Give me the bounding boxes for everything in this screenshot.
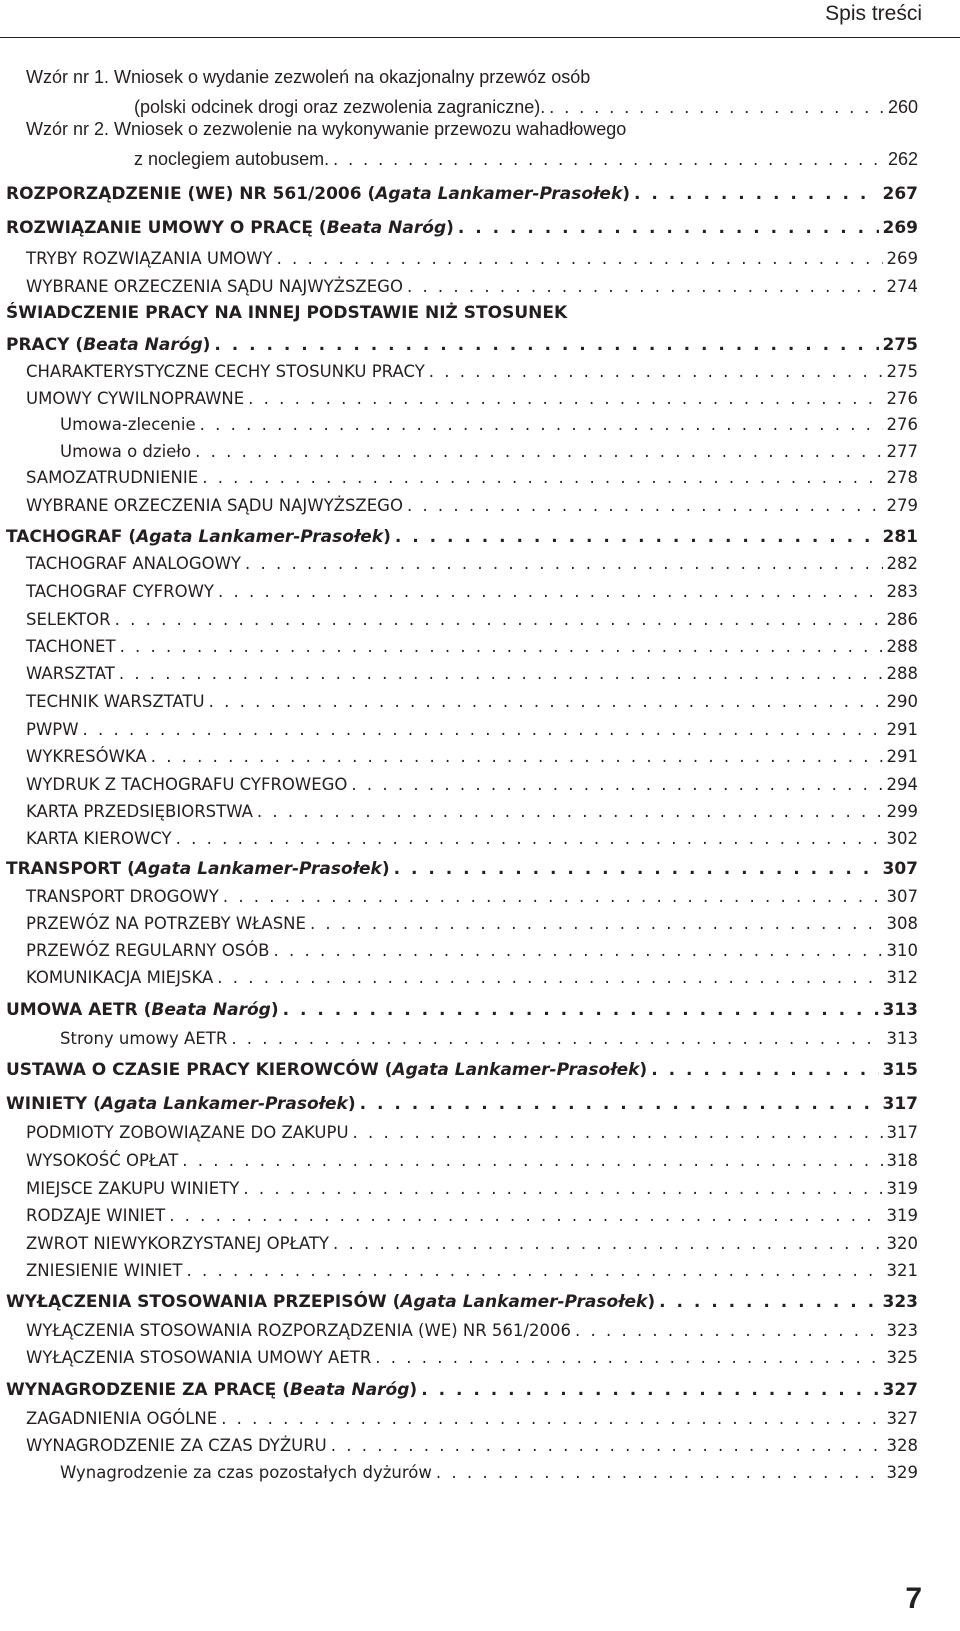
toc-entry[interactable] — [0, 384, 960, 412]
toc-entry[interactable] — [0, 882, 960, 910]
toc-dot-leader — [458, 218, 879, 238]
toc-author: Agata Lankamer-Prasołek — [392, 1060, 640, 1080]
toc-entry[interactable] — [0, 1229, 960, 1257]
toc-paren: ( — [313, 218, 327, 238]
toc-paren: ) — [647, 1292, 656, 1312]
toc-entry-page: 323 — [886, 1320, 918, 1340]
toc-entry-title — [26, 1206, 165, 1225]
toc-entry[interactable] — [0, 963, 960, 991]
toc-paren: ( — [122, 527, 137, 547]
toc-dot-leader — [169, 1206, 882, 1225]
toc-entry-title — [26, 1409, 217, 1428]
toc-entry-page: 269 — [882, 218, 918, 238]
toc-entry-page: 269 — [886, 248, 918, 268]
toc-paren: ) — [639, 1060, 648, 1080]
toc-dot-leader — [375, 1348, 882, 1367]
toc-section-title: ZWROT NIEWYKORZYSTANEJ OPŁATY — [26, 1233, 329, 1253]
page-number: 7 — [905, 1582, 922, 1615]
header-divider — [0, 37, 960, 38]
toc-entry-page: 274 — [886, 276, 918, 296]
toc-entry-title — [26, 1123, 349, 1142]
toc-author: Agata Lankamer-Prasołek — [400, 1292, 648, 1312]
toc-entry[interactable] — [0, 1288, 960, 1316]
toc-entry-page: 327 — [886, 1408, 918, 1428]
toc-dot-leader — [407, 277, 883, 296]
toc-chapter-title: USTAWA O CZASIE PRACY KIEROWCÓW — [6, 1060, 379, 1080]
toc-section-title: Strony umowy AETR — [60, 1028, 228, 1048]
toc-section-title: Umowa o dzieło — [60, 441, 192, 461]
toc-section-title: WYNAGRODZENIE ZA CZAS DYŻURU — [26, 1435, 327, 1455]
toc-entry-title — [26, 637, 116, 656]
toc-chapter-title: WINIETY — [6, 1094, 88, 1114]
toc-section-title: TACHOGRAF ANALOGOWY — [26, 553, 241, 573]
toc-entry-title — [26, 692, 205, 711]
toc-paren: ) — [622, 184, 631, 204]
toc-section-title: TECHNIK WARSZTATU — [26, 691, 205, 711]
toc-entry-page: 315 — [882, 1060, 918, 1080]
toc-chapter-title: ROZPORZĄDZENIE (WE) NR 561/2006 — [6, 184, 362, 204]
toc-entry-page: 320 — [886, 1233, 918, 1253]
toc-entry-title — [26, 1348, 371, 1367]
toc-dot-leader — [223, 887, 883, 906]
toc-section-title: WYŁĄCZENIA STOSOWANIA UMOWY AETR — [26, 1347, 372, 1367]
toc-entry-page: 267 — [882, 184, 918, 204]
toc-dot-leader — [333, 149, 884, 170]
toc-section-title: WYDRUK Z TACHOGRAFU CYFROWEGO — [26, 774, 348, 794]
toc-entry-title — [26, 554, 241, 573]
toc-section-title: WYSOKOŚĆ OPŁAT — [26, 1150, 179, 1170]
toc-entry-page: 308 — [886, 913, 918, 933]
toc-entry[interactable] — [0, 145, 960, 173]
toc-dot-leader — [83, 720, 883, 739]
toc-section-title: WYŁĄCZENIA STOSOWANIA ROZPORZĄDZENIA (WE) NR 561/2006 — [26, 1320, 571, 1340]
toc-entry-page: 294 — [886, 774, 918, 794]
toc-author: Agata Lankamer-Prasołek — [375, 184, 623, 204]
toc-entry-title — [60, 415, 196, 434]
toc-entry-title — [26, 1151, 178, 1170]
toc-paren: ) — [347, 1094, 356, 1114]
toc-chapter-title: TACHOGRAF — [6, 527, 123, 547]
toc-chapter-title: WYŁĄCZENIA STOSOWANIA PRZEPISÓW — [6, 1292, 387, 1312]
toc-section-title: ZAGADNIENIA OGÓLNE — [26, 1408, 218, 1428]
toc-entry-title — [26, 802, 253, 821]
toc-entry-title — [6, 1000, 279, 1020]
toc-dot-leader — [248, 389, 882, 408]
toc-entry[interactable] — [0, 687, 960, 715]
toc-dot-leader — [243, 1179, 882, 1198]
toc-paren: ( — [121, 859, 135, 879]
toc-chapter-title: UMOWA AETR — [6, 1000, 138, 1020]
toc-dot-leader — [331, 1436, 883, 1455]
toc-entry-page: 279 — [886, 495, 918, 515]
toc-dot-leader — [333, 1234, 883, 1253]
toc-paren: ( — [87, 1094, 101, 1114]
toc-entry-page: 288 — [886, 636, 918, 656]
toc-section-title: SAMOZATRUDNIENIE — [26, 467, 199, 487]
toc-section-title: KARTA KIEROWCY — [26, 828, 172, 848]
toc-section-title: WYBRANE ORZECZENIA SĄDU NAJWYŻSZEGO — [26, 495, 403, 515]
toc-section-title: TACHOGRAF CYFROWY — [26, 581, 214, 601]
toc-entry-title — [26, 775, 347, 794]
toc-form-title-line2: z noclegiem autobusem. — [134, 148, 330, 169]
toc-dot-leader — [202, 468, 882, 487]
toc-dot-leader — [245, 554, 883, 573]
toc-entry-page: 299 — [886, 801, 918, 821]
toc-section-title: CHARAKTERYSTYCZNE CECHY STOSUNKU PRACY — [26, 361, 425, 381]
toc-paren: ( — [137, 1000, 152, 1020]
toc-dot-leader — [200, 415, 883, 434]
toc-entry-title — [26, 610, 111, 629]
toc-entry[interactable] — [0, 272, 960, 300]
toc-entry[interactable] — [0, 1376, 960, 1404]
toc-entry[interactable] — [0, 770, 960, 798]
toc-entry-page: 288 — [886, 663, 918, 683]
toc-entry-title — [26, 914, 306, 933]
toc-dot-leader — [209, 692, 883, 711]
toc-entry-page: 275 — [886, 361, 918, 381]
toc-entry-title — [26, 968, 213, 987]
toc-entry-page: 283 — [886, 581, 918, 601]
toc-section-title: KOMUNIKACJA MIEJSKA — [26, 967, 214, 987]
toc-entry[interactable] — [0, 1024, 960, 1052]
toc-entry[interactable] — [0, 1118, 960, 1146]
toc-section-title: WYBRANE ORZECZENIA SĄDU NAJWYŻSZEGO — [26, 276, 403, 296]
toc-entry[interactable] — [0, 214, 960, 242]
toc-dot-leader — [436, 1463, 883, 1482]
toc-chapter-title: WYNAGRODZENIE ZA PRACĘ — [6, 1380, 277, 1400]
toc-entry-page: 276 — [886, 388, 918, 408]
toc-entry-page: 321 — [886, 1260, 918, 1280]
toc-author: Beata Naróg — [289, 1380, 410, 1400]
toc-dot-leader — [221, 1409, 882, 1428]
toc-section-title: TRANSPORT DROGOWY — [26, 886, 219, 906]
toc-dot-leader — [182, 1151, 882, 1170]
toc-entry-title — [26, 362, 425, 381]
toc-dot-leader — [218, 582, 883, 601]
toc-entry[interactable] — [0, 632, 960, 660]
toc-dot-leader — [283, 1000, 879, 1020]
toc-chapter-title: ROZWIĄZANIE UMOWY O PRACĘ — [6, 218, 313, 238]
toc-section-title: MIEJSCE ZAKUPU WINIETY — [26, 1178, 240, 1198]
toc-dot-leader — [274, 941, 883, 960]
toc-entry-page: 310 — [886, 940, 918, 960]
toc-dot-leader — [353, 1123, 883, 1142]
toc-dot-leader — [310, 914, 883, 933]
toc-entry[interactable] — [0, 715, 960, 743]
toc-entry-page: 291 — [886, 746, 918, 766]
toc-entry[interactable] — [0, 742, 960, 770]
toc-entry[interactable] — [0, 1431, 960, 1459]
running-header-title: Spis treści — [825, 2, 922, 25]
toc-entry-title — [26, 887, 219, 906]
toc-paren: ) — [202, 335, 211, 355]
toc-entry-title — [6, 1380, 417, 1400]
toc-dot-leader — [549, 97, 884, 118]
toc-dot-leader — [659, 1292, 878, 1312]
toc-paren: ) — [446, 218, 454, 238]
toc-entry[interactable] — [0, 605, 960, 633]
toc-dot-leader — [421, 1380, 878, 1400]
toc-section-title: Umowa-zlecenie — [60, 414, 196, 434]
toc-entry-title — [26, 664, 115, 683]
toc-section-title: PRZEWÓZ REGULARNY OSÓB — [26, 940, 270, 960]
toc-entry-title — [26, 582, 214, 601]
toc-dot-leader — [217, 968, 882, 987]
toc-entry-page: 323 — [882, 1292, 918, 1312]
toc-entry-page: 307 — [882, 859, 918, 879]
toc-entry-title — [26, 1179, 239, 1198]
toc-entry-title — [6, 335, 210, 355]
toc-entry-title — [6, 1094, 356, 1114]
toc-author: Beata Naróg — [151, 1000, 271, 1020]
toc-dot-leader — [575, 1321, 883, 1340]
toc-entry[interactable] — [0, 659, 960, 687]
toc-entry-title — [26, 1436, 327, 1455]
toc-entry[interactable] — [0, 1201, 960, 1229]
toc-form-title-line2: (polski odcinek drogi oraz zezwolenia zagraniczne). — [134, 96, 546, 117]
toc-entry-page: 278 — [886, 467, 918, 487]
toc-entry[interactable] — [0, 1458, 960, 1486]
toc-entry-title — [26, 1321, 571, 1340]
toc-entry[interactable] — [0, 523, 960, 551]
toc-entry[interactable] — [0, 93, 960, 121]
toc-dot-leader — [214, 335, 878, 355]
toc-dot-leader — [407, 496, 883, 515]
toc-dot-leader — [360, 1094, 879, 1114]
toc-dot-leader — [176, 829, 883, 848]
toc-entry-page: 291 — [886, 719, 918, 739]
toc-entry[interactable] — [0, 577, 960, 605]
toc-dot-leader — [277, 249, 883, 268]
toc-chapter-title: TRANSPORT — [6, 859, 122, 879]
toc-paren: ) — [383, 527, 391, 547]
toc-section-title: WARSZTAT — [26, 663, 115, 683]
toc-entry-title — [26, 720, 79, 739]
toc-section-title: KARTA PRZEDSIĘBIORSTWA — [26, 801, 253, 821]
toc-section-title: UMOWY CYWILNOPRAWNE — [26, 388, 245, 408]
toc-author: Agata Lankamer-Prasołek — [136, 527, 384, 547]
toc-entry[interactable] — [0, 1056, 960, 1084]
toc-paren: ) — [409, 1380, 418, 1400]
toc-entry-page: 302 — [886, 828, 918, 848]
toc-entry-title — [6, 1060, 647, 1080]
toc-entry[interactable] — [0, 244, 960, 272]
toc-entry-page: 329 — [886, 1462, 918, 1482]
toc-entry-page: 328 — [886, 1435, 918, 1455]
toc-entry-page: 281 — [882, 527, 918, 547]
toc-section-title: RODZAJE WINIET — [26, 1205, 166, 1225]
toc-entry-title — [26, 277, 403, 296]
toc-entry[interactable] — [0, 1404, 960, 1432]
toc-dot-leader — [394, 859, 879, 879]
toc-entry-title — [26, 941, 270, 960]
toc-paren: ) — [381, 859, 390, 879]
toc-entry-title — [60, 1463, 432, 1482]
toc-entry[interactable] — [0, 437, 960, 465]
toc-entry-page: 312 — [886, 967, 918, 987]
toc-entry-title — [26, 1234, 329, 1253]
toc-entry-page: 313 — [886, 1028, 918, 1048]
toc-form-title-line1: Wzór nr 2. Wniosek o zezwolenie na wykonywanie przewozu wahadłowego — [26, 119, 627, 139]
toc-entry[interactable] — [0, 1343, 960, 1371]
toc-entry-title — [26, 468, 198, 487]
toc-entry[interactable] — [0, 410, 960, 438]
toc-entry-page: 319 — [886, 1205, 918, 1225]
toc-section-title: SELEKTOR — [26, 609, 111, 629]
toc-paren: ( — [276, 1380, 290, 1400]
toc-dot-leader — [120, 637, 883, 656]
toc-dot-leader — [151, 747, 883, 766]
toc-entry-page: 276 — [886, 414, 918, 434]
toc-entry[interactable] — [0, 996, 960, 1024]
toc-chapter-title-line1: ŚWIADCZENIE PRACY NA INNEJ PODSTAWIE NIŻ STOSUNEK — [6, 303, 568, 323]
toc-entry-title — [26, 829, 172, 848]
toc-entry[interactable] — [0, 491, 960, 519]
toc-entry-title — [26, 249, 273, 268]
toc-entry[interactable] — [0, 1316, 960, 1344]
toc-paren: ( — [69, 335, 84, 355]
toc-entry[interactable] — [0, 824, 960, 852]
toc-entry[interactable] — [0, 331, 960, 359]
toc-dot-leader — [634, 184, 878, 204]
toc-paren: ) — [270, 1000, 279, 1020]
toc-entry-page: 327 — [882, 1380, 918, 1400]
toc-entry-page: 286 — [886, 609, 918, 629]
toc-entry-title — [6, 1292, 655, 1312]
toc-entry-page: 317 — [882, 1094, 918, 1114]
toc-entry-page: 318 — [886, 1150, 918, 1170]
toc-section-title: TACHONET — [26, 636, 116, 656]
toc-section-title: PWPW — [26, 719, 79, 739]
toc-entry[interactable] — [0, 357, 960, 385]
toc-entry-page: 313 — [882, 1000, 918, 1020]
toc-entry-title — [6, 218, 454, 238]
toc-dot-leader — [429, 362, 883, 381]
toc-author: Beata Naróg — [83, 335, 203, 355]
toc-entry-page: 307 — [886, 886, 918, 906]
toc-section-title: ZNIESIENIE WINIET — [26, 1260, 183, 1280]
toc-section-title: PRZEWÓZ NA POTRZEBY WŁASNE — [26, 913, 306, 933]
toc-dot-leader — [186, 1261, 882, 1280]
toc-entry[interactable] — [0, 180, 960, 208]
toc-entry[interactable] — [0, 463, 960, 491]
toc-entry-title — [6, 184, 630, 204]
toc-entry-title — [60, 442, 191, 461]
toc-entry-page: 277 — [886, 441, 918, 461]
toc-entry-page: 319 — [886, 1178, 918, 1198]
toc-form-title-line1: Wzór nr 1. Wniosek o wydanie zezwoleń na okazjonalny przewóz osób — [26, 67, 591, 87]
toc-entry[interactable] — [0, 1090, 960, 1118]
toc-entry-page: 282 — [886, 553, 918, 573]
toc-entry[interactable] — [0, 1174, 960, 1202]
toc-entry[interactable] — [0, 549, 960, 577]
toc-dot-leader — [119, 664, 883, 683]
toc-entry[interactable] — [0, 855, 960, 883]
toc-section-title: WYKRESÓWKA — [26, 746, 147, 766]
toc-entry-title — [26, 1261, 182, 1280]
toc-entry-page: 290 — [886, 691, 918, 711]
toc-entry[interactable] — [0, 1146, 960, 1174]
toc-section-title: TRYBY ROZWIĄZANIA UMOWY — [26, 248, 273, 268]
toc-paren: ( — [386, 1292, 401, 1312]
toc-entry-page: 275 — [882, 335, 918, 355]
toc-paren: ( — [378, 1060, 393, 1080]
toc-entry-page: 325 — [886, 1347, 918, 1367]
toc-dot-leader — [351, 775, 882, 794]
toc-entry-page: 260 — [887, 96, 918, 117]
toc-entry-title — [26, 747, 147, 766]
toc-entry[interactable] — [0, 909, 960, 937]
toc-entry-title — [6, 859, 390, 879]
toc-author: Beata Naróg — [326, 218, 447, 238]
toc-entry-title — [26, 389, 244, 408]
toc-dot-leader — [651, 1060, 878, 1080]
toc-section-title: Wynagrodzenie za czas pozostałych dyżurów — [60, 1462, 432, 1482]
toc-entry-title — [6, 527, 391, 547]
toc-entry[interactable] — [0, 797, 960, 825]
toc-entry-title — [134, 97, 545, 118]
toc-dot-leader — [195, 442, 882, 461]
toc-dot-leader — [231, 1029, 882, 1048]
toc-dot-leader — [115, 610, 883, 629]
toc-section-title: PODMIOTY ZOBOWIĄZANE DO ZAKUPU — [26, 1122, 349, 1142]
toc-author: Agata Lankamer-Prasołek — [134, 859, 382, 879]
toc-paren: ( — [361, 184, 376, 204]
toc-entry[interactable] — [0, 936, 960, 964]
toc-entry-title — [134, 149, 329, 170]
toc-chapter-title: PRACY — [6, 335, 70, 355]
toc-entry-title — [60, 1029, 227, 1048]
toc-dot-leader — [257, 802, 883, 821]
toc-entry-page: 317 — [886, 1122, 918, 1142]
toc-dot-leader — [395, 527, 879, 547]
toc-entry-page: 262 — [887, 148, 918, 169]
toc-author: Agata Lankamer-Prasołek — [100, 1094, 348, 1114]
toc-entry[interactable] — [0, 1256, 960, 1284]
toc-entry-title — [26, 496, 403, 515]
